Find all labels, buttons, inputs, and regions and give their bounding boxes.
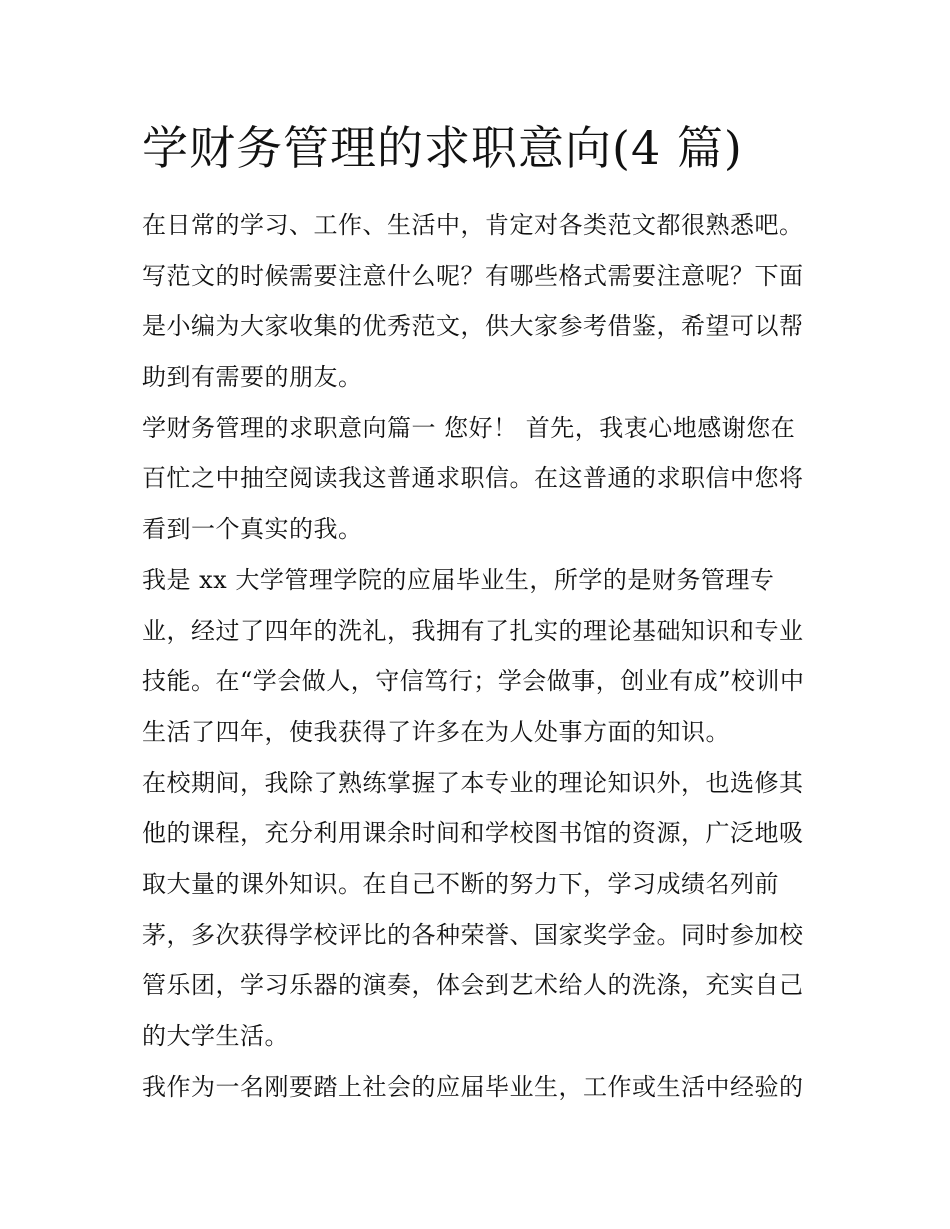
text-line: 学财务管理的求职意向篇一 您好！ 首先，我衷心地感谢您在: [142, 413, 796, 442]
text-line: 取大量的课外知识。在自己不断的努力下，学习成绩名列前: [142, 869, 779, 898]
text-line: 技能。在“学会做人，守信笃行；学会做事，创业有成”校训中: [142, 667, 805, 696]
text-line: 的大学生活。: [142, 1022, 289, 1050]
text-line: 业，经过了四年的洗礼，我拥有了扎实的理论基础知识和专业: [142, 616, 804, 645]
text-line: 看到一个真实的我。: [142, 515, 363, 544]
document-body: [142, 200, 818, 1112]
document-page: [142, 118, 818, 1112]
text-line: 他的课程，充分利用课余时间和学校图书馆的资源，广泛地吸: [142, 819, 804, 848]
text-line: 我作为一名刚要踏上社会的应届毕业生，工作或生活中经验的: [142, 1072, 804, 1101]
text-line: 助到有需要的朋友。: [142, 363, 363, 392]
text-line: 我是 xx 大学管理学院的应届毕业生，所学的是财务管理专: [142, 565, 775, 594]
text-line: 管乐团，学习乐器的演奏，体会到艺术给人的洗涤，充实自己: [142, 971, 804, 1000]
text-line: 生活了四年，使我获得了许多在为人处事方面的知识。: [142, 717, 730, 746]
text-line: 在校期间，我除了熟练掌握了本专业的理论知识外，也选修其: [142, 768, 804, 797]
text-line: 百忙之中抽空阅读我这普通求职信。在这普通的求职信中您将: [142, 464, 804, 493]
text-line: 在日常的学习、工作、生活中，肯定对各类范文都很熟悉吧。: [142, 211, 804, 239]
text-line: 茅，多次获得学校评比的各种荣誉、国家奖学金。同时参加校: [142, 920, 804, 949]
text-line: 写范文的时候需要注意什么呢？有哪些格式需要注意呢？下面: [142, 261, 804, 290]
document-title: 学财务管理的求职意向(4 篇): [142, 121, 743, 175]
text-line: 是小编为大家收集的优秀范文，供大家参考借鉴，希望可以帮: [142, 312, 804, 341]
